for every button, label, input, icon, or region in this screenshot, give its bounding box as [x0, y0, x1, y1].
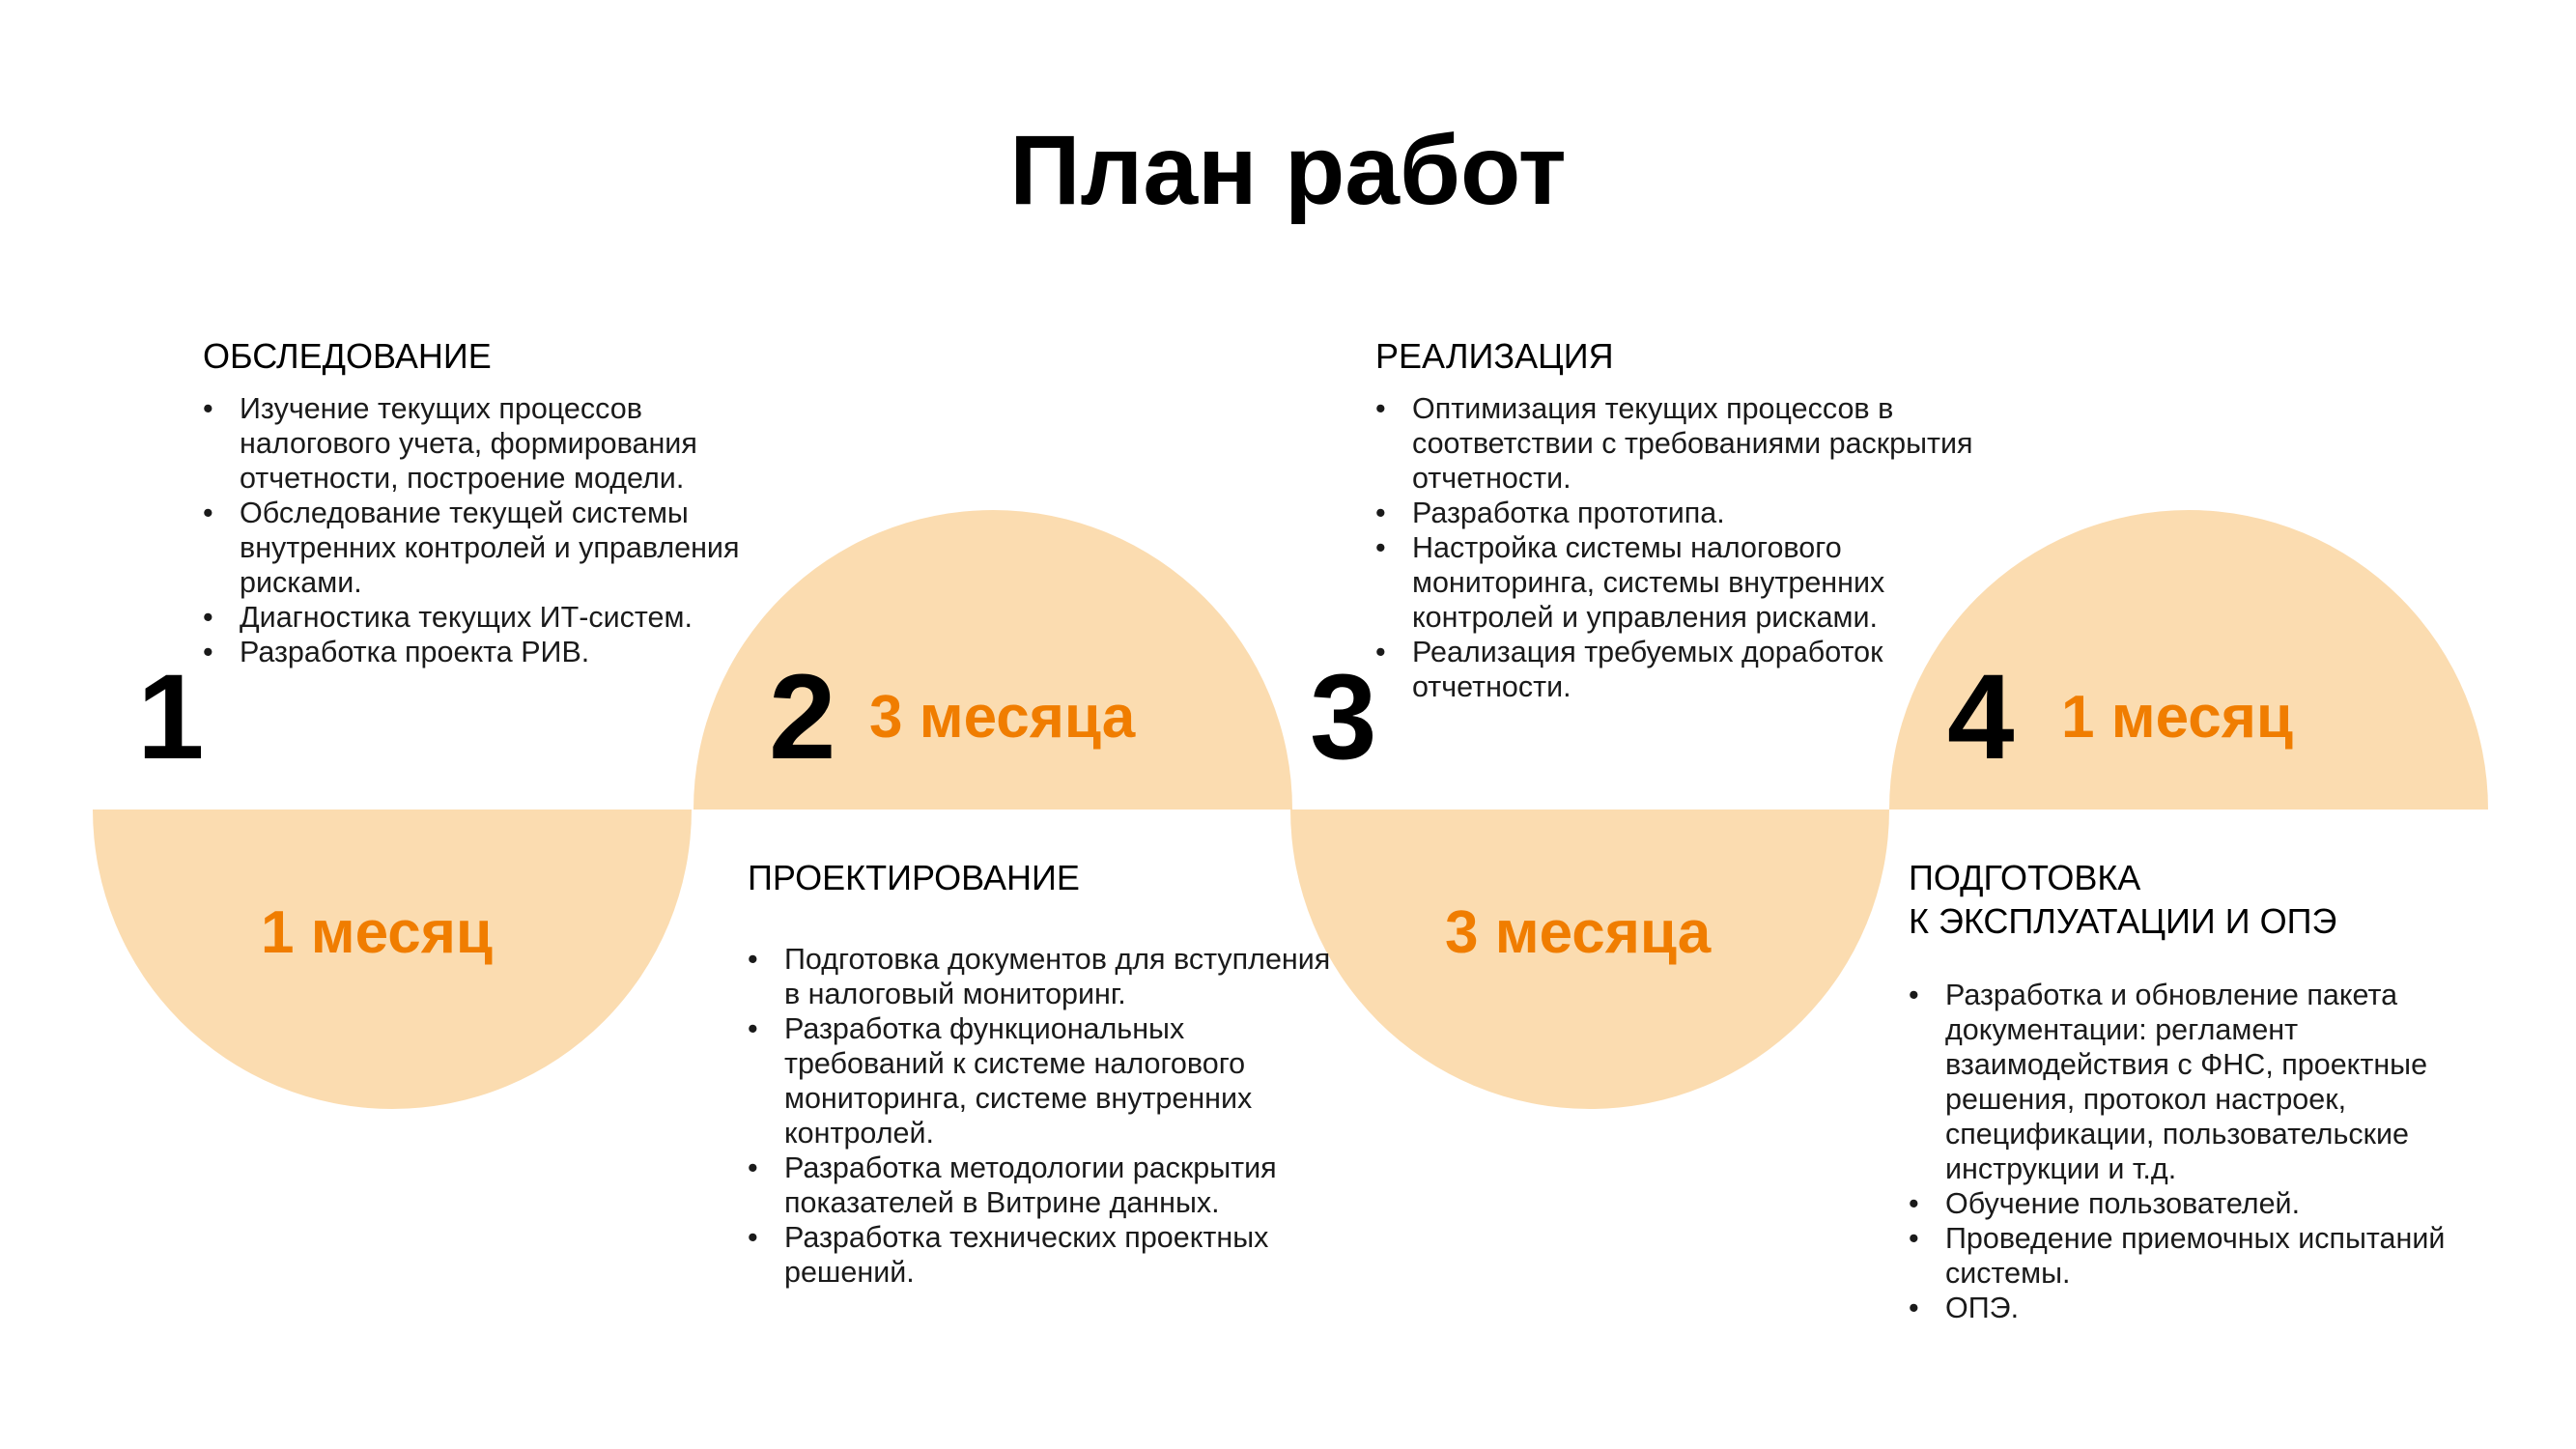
stage-4-block [1909, 856, 2507, 1325]
stage-3-number: 3 [1310, 650, 1377, 784]
stage-1-title [203, 334, 773, 378]
list-item: • Разработка методологии раскрытия показателей в Витрине данных. [748, 1151, 1346, 1220]
list-item: • Обследование текущей системы внутренних контролей и управления рисками. [203, 496, 773, 600]
list-item: • Разработка прототипа. [1375, 496, 1984, 530]
stage-3-block [1375, 334, 1984, 704]
list-item: • Оптимизация текущих процессов в соответствии с требованиями раскрытия отчетности. [1375, 391, 1984, 496]
stage-2-duration: 3 месяца [869, 684, 1136, 751]
stage-2-block [748, 856, 1346, 1290]
stage-3-duration: 3 месяца [1445, 899, 1712, 966]
list-item: • Разработка технических проектных решений. [748, 1220, 1346, 1290]
list-item: • Разработка и обновление пакета документации: регламент взаимодействия с ФНС, проектные решения, протокол настроек, спецификации, пользовательские инструкции и т.д. [1909, 978, 2507, 1186]
stage-4-number: 4 [1947, 650, 2015, 784]
list-item: • Реализация требуемых доработок отчетности. [1375, 635, 1984, 704]
list-item: • Настройка системы налогового мониторинга, системы внутренних контролей и управления рисками. [1375, 530, 1984, 635]
stage-3-title-line: РЕАЛИЗАЦИЯ [1375, 336, 1614, 376]
stage-1-number: 1 [137, 650, 205, 784]
stage-4-duration: 1 месяц [2061, 684, 2294, 751]
stage-1-list [203, 391, 773, 669]
list-item: • Диагностика текущих ИТ-систем. [203, 600, 773, 635]
page-title: План работ [1009, 115, 1567, 225]
list-item: • Разработка проекта РИВ. [203, 635, 773, 669]
stage-4-title-line-2: К ЭКСПЛУАТАЦИИ И ОПЭ [1909, 901, 2337, 941]
list-item: • Разработка функциональных требований к системе налогового мониторинга, системе внутренних контролей. [748, 1011, 1346, 1151]
list-item: • Изучение текущих процессов налогового учета, формирования отчетности, построение модели. [203, 391, 773, 496]
stage-2-list [748, 942, 1346, 1290]
list-item: • Проведение приемочных испытаний системы. [1909, 1221, 2507, 1291]
stage-2-number: 2 [769, 650, 836, 784]
stage-3-title [1375, 334, 1984, 378]
stage-4-title-line-1: ПОДГОТОВКА [1909, 858, 2141, 897]
list-item: • Обучение пользователей. [1909, 1186, 2507, 1221]
stage-1-block [203, 334, 773, 669]
list-item: • ОПЭ. [1909, 1291, 2507, 1325]
stage-1-duration: 1 месяц [261, 899, 494, 966]
stage-1-title-line: ОБСЛЕДОВАНИЕ [203, 336, 492, 376]
stage-4-list [1909, 978, 2507, 1325]
list-item: • Подготовка документов для вступления в налоговый мониторинг. [748, 942, 1346, 1011]
stage-2-title [748, 856, 1346, 899]
stage-4-title [1909, 856, 2507, 943]
stage-2-title-line: ПРОЕКТИРОВАНИЕ [748, 858, 1080, 897]
stage-3-list [1375, 391, 1984, 704]
